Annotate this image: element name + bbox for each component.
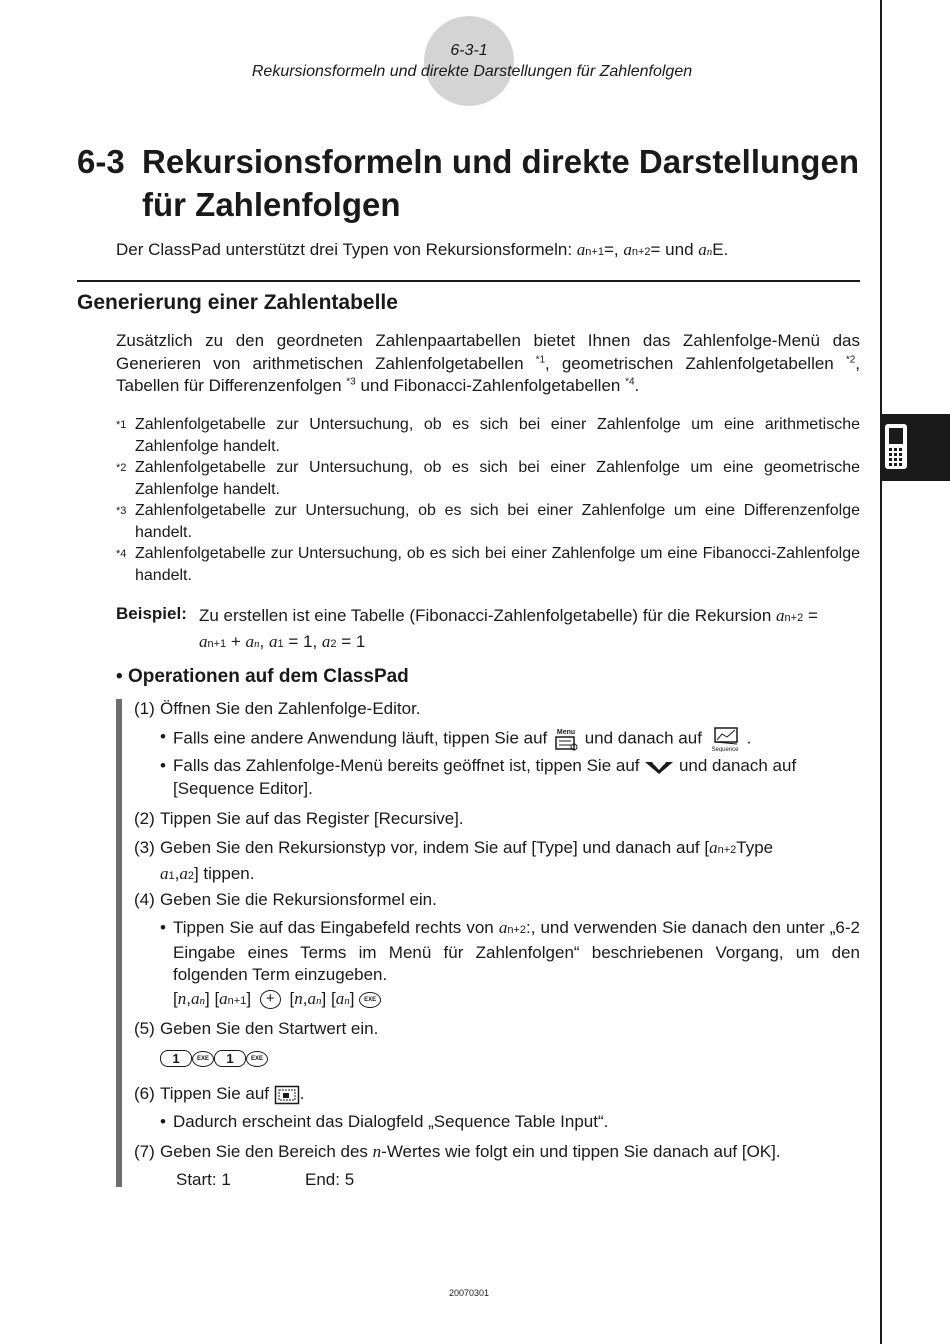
operations-title: • Operationen auf dem ClassPad [116,666,409,687]
plus-key-icon: + [260,990,281,1009]
formula-input-sequence: [n,an] [an+1] + [n,an] [an] EXE [173,989,381,1009]
svg-text:Sequence: Sequence [711,747,739,752]
section-divider [77,280,860,282]
page-header-subtitle: Rekursionsformeln und direkte Darstellungen für Zahlenfolgen [251,63,693,80]
one-key-icon: 1 [214,1050,246,1067]
range-start: Start: 1 [176,1170,231,1189]
exe-key-icon: EXE [246,1051,268,1067]
chapter-side-tab [880,414,950,481]
example-label: Beispiel: [116,604,187,623]
footnote: *1 Zahlenfolgetabelle zur Untersuchung, ob es sich bei einer Zahlenfolge um eine arithmetische Zahlenfolge handelt. [116,416,860,455]
chapter-title-line-1: Rekursionsformeln und direkte Darstellungen [142,143,859,180]
chevron-down-icon [644,759,674,775]
step-1-bullet-1: • Falls eine andere Anwendung läuft, tippen Sie auf Menu und danach auf Sequence . [160,727,752,752]
intro-text: Der ClassPad unterstützt drei Typen von Rekursionsformeln: an+1=, an+2= und anE. [116,240,729,259]
exe-key-icon: EXE [192,1051,214,1067]
menu-icon [552,727,580,751]
footer-code: 20070301 [448,1288,490,1298]
right-margin-rule [880,0,882,1344]
header-circle [424,16,514,106]
page-code: 6-3-1 [450,42,488,59]
footnote: *4 Zahlenfolgetabelle zur Untersuchung, ob es sich bei einer Zahlenfolge um eine Fibanocci-Zahlenfolge handelt. [116,545,860,584]
start-value-keys [160,1050,268,1068]
chapter-number: 6-3 [77,143,125,180]
step-6-bullet: • Dadurch erscheint das Dialogfeld „Sequence Table Input“. [160,1112,609,1131]
section-paragraph: Zusätzlich zu den geordneten Zahlenpaartabellen bietet Ihnen das Zahlenfolge-Menü das Generieren von arithmetischen Zahlenfolgetabellen $^{*1}$, geometrischen Zahlenfolgetabellen $^{*2}$, Tabellen für Differenzenfolgen $^{*3}$ und Fibonacci-Zahlenfolgetabellen $^{*4}$. [116,331,860,395]
table-input-icon [274,1085,300,1105]
range-end: End: 5 [305,1170,355,1189]
exe-key-icon: EXE [359,992,381,1008]
sequence-icon [707,726,747,752]
footnote: *2 Zahlenfolgetabelle zur Untersuchung, ob es sich bei einer Zahlenfolge um eine geometrische Zahlenfolge handelt. [116,459,860,498]
chapter-title-line-2: für Zahlenfolgen [142,186,401,223]
svg-text:Menu: Menu [556,729,576,736]
section-title: Generierung einer Zahlentabelle [77,291,398,314]
one-key-icon: 1 [160,1050,192,1067]
step-4-bullet: • Tippen Sie auf das Eingabefeld rechts von an+2:, und verwenden Sie danach den unter „6-2 Eingabe eines Terms im Menü für Zahlenfolgen“ beschriebenen Vorgang, um den folgenden Term einzugeben. [160,918,860,984]
footnote: *3 Zahlenfolgetabelle zur Untersuchung, ob es sich bei einer Zahlenfolge um eine Differenzenfolge handelt. [116,502,860,541]
calculator-icon [880,414,950,481]
steps-sidebar [116,699,122,1187]
step-1-bullet-2: • Falls das Zahlenfolge-Menü bereits geöffnet ist, tippen Sie auf und danach auf [Sequence Editor]. [160,756,797,798]
example-text: Zu erstellen ist eine Tabelle (Fibonacci-Zahlenfolgetabelle) für die Rekursion an+2 = an+1 + an, a1 = 1, a2 = 1 [199,606,818,651]
